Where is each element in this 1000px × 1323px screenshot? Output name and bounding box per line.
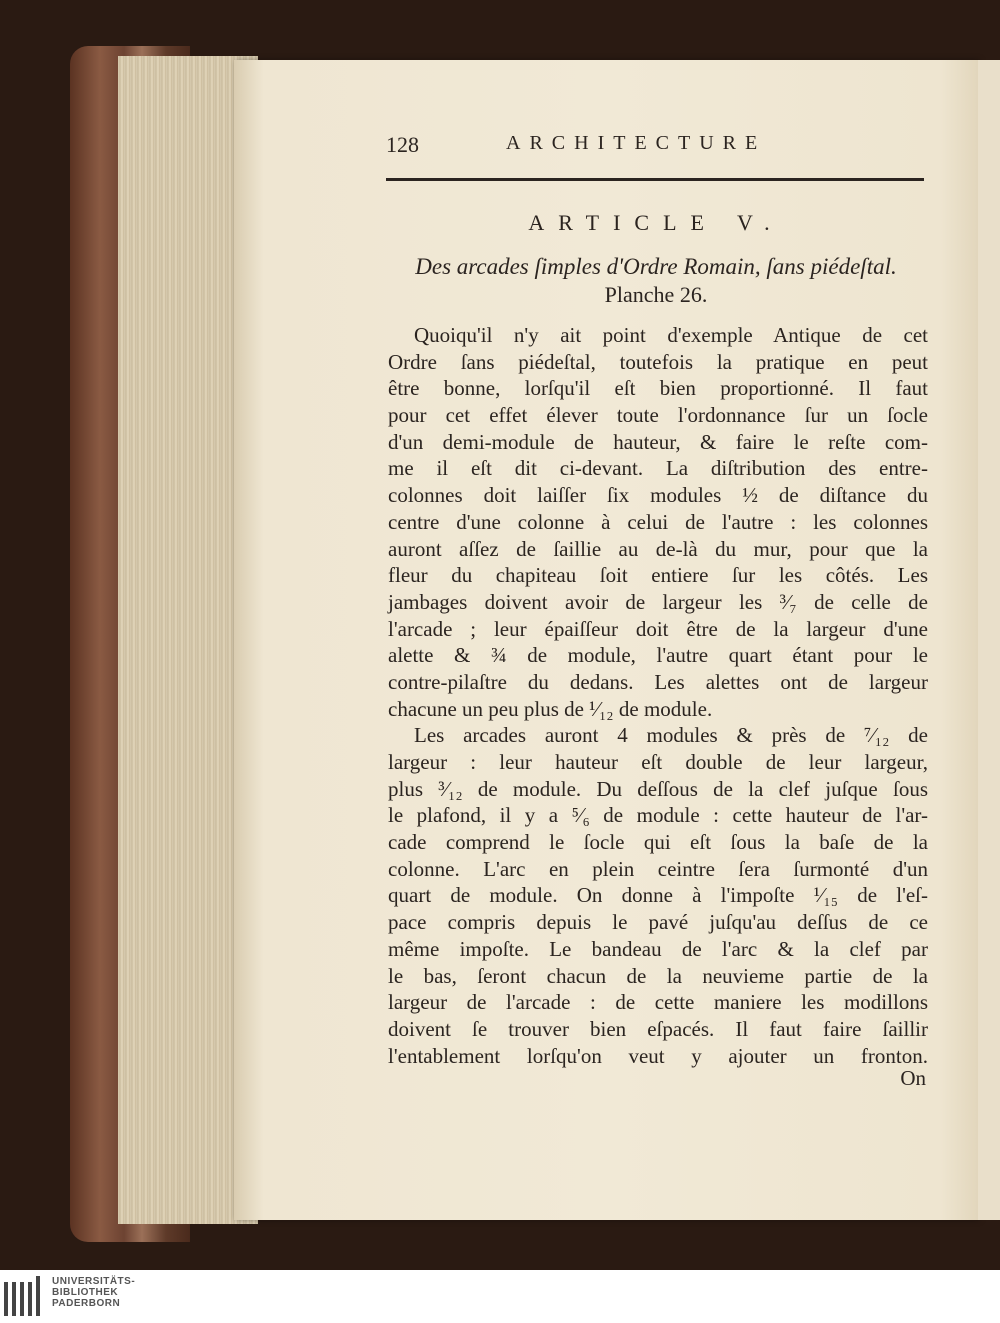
library-name-line: BIBLIOTHEK [52, 1287, 119, 1298]
text-line: jambages doivent avoir de largeur les ³⁄₇ de celle de [388, 589, 928, 614]
article-subtitle: Des arcades ſimples d'Ordre Romain, ſans piédeſtal. [415, 254, 897, 279]
text-line: fleur du chapiteau ſoit entiere ſur les côtés. Les [388, 563, 928, 588]
text-line: doivent ſe trouver bien eſpacés. Il faut faire ſaillir [388, 1016, 928, 1041]
text-line: cade comprend le ſocle qui eſt ſous la baſe de la [388, 830, 928, 855]
text-line: chacune un peu plus de ¹⁄₁₂ de module. [388, 696, 713, 721]
text-line: l'entablement lorſqu'on veut y ajouter un fronton. [388, 1043, 928, 1068]
text-line: être bonne, lorſqu'il eſt bien proportionné. Il faut [388, 376, 928, 401]
page-margin-right [978, 60, 1000, 1220]
catchword: On [900, 1066, 926, 1090]
article-heading: ARTICLE V. [528, 210, 784, 235]
running-title: ARCHITECTURE [506, 132, 767, 154]
text-line: l'arcade ; leur épaiſſeur doit être de la largeur d'une [388, 616, 928, 641]
text-line: le bas, ſeront chacun de la neuvieme partie de la [388, 963, 928, 988]
text-line: quart de module. On donne à l'impoſte ¹⁄₁₅ de l'eſ- [388, 883, 928, 908]
text-line: d'un demi-module de hauteur, & faire le reſte com- [388, 429, 928, 454]
text-line: centre d'une colonne à celui de l'autre : les colonnes [388, 509, 928, 534]
text-line: me il eſt dit ci-devant. La diſtribution des entre- [388, 456, 928, 481]
running-head [386, 132, 926, 162]
text-line: largeur : leur hauteur eſt double de leur largeur, [388, 750, 928, 774]
text-line: pour cet effet élever toute l'ordonnance ſur un ſocle [388, 403, 928, 428]
library-name-line: UNIVERSITÄTS- [52, 1276, 136, 1287]
text-line: même impoſte. Le bandeau de l'arc & la clef par [388, 936, 928, 961]
text-line: Les arcades auront 4 modules & près de ⁷⁄₁₂ de [414, 723, 928, 748]
text-line: pace compris depuis le pavé juſqu'au deſſus de ce [388, 910, 928, 935]
body-text [388, 322, 928, 1069]
text-line: Ordre ſans piédeſtal, toutefois la pratique en peut [388, 349, 928, 374]
text-line: plus ³⁄₁₂ de module. Du deſſous de la clef juſque ſous [388, 776, 928, 801]
footer-bar [0, 1270, 1000, 1323]
text-line: colonne. L'arc en plein ceintre ſera ſurmonté d'un [388, 856, 928, 881]
library-name-line: PADERBORN [52, 1298, 121, 1309]
library-logo-icon [4, 1276, 44, 1320]
plate-reference: Planche 26. [604, 282, 708, 307]
text-line: contre-pilaſtre du dedans. Les alettes ont de largeur [388, 669, 928, 694]
page-number: 128 [386, 132, 419, 157]
header-rule [386, 178, 924, 181]
text-line: le plafond, il y a ⁵⁄₆ de module : cette hauteur de l'ar- [388, 803, 928, 828]
text-line: alette & ¾ de module, l'autre quart étant pour le [388, 643, 928, 668]
text-line: Quoiqu'il n'y ait point d'exemple Antique de cet [414, 323, 928, 347]
text-line: auront aſſez de ſaillie au de-là du mur, pour que la [388, 536, 928, 561]
library-name [52, 1276, 135, 1309]
text-line: colonnes doit laiſſer ſix modules ½ de diſtance du [388, 483, 928, 508]
text-line: largeur de l'arcade : de cette maniere les modillons [388, 990, 928, 1015]
